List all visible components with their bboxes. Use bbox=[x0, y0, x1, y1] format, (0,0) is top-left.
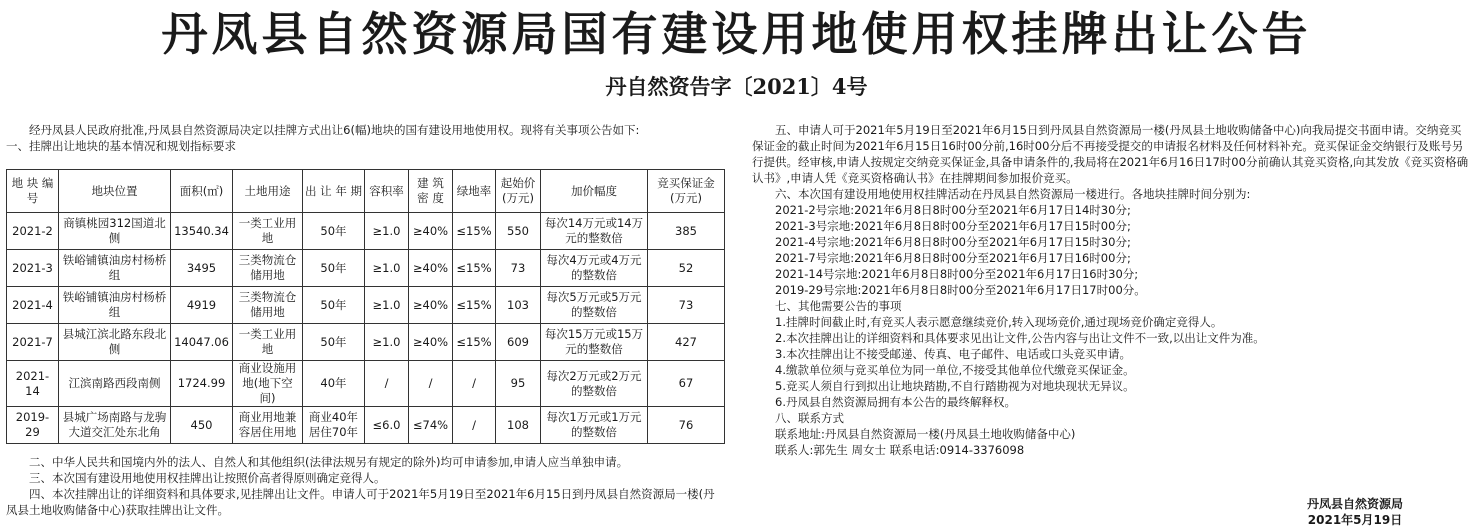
table-row bbox=[7, 250, 725, 287]
cell-density: ≥40% bbox=[409, 250, 453, 287]
header-start-price: 起始价 (万元) bbox=[496, 170, 541, 213]
schedule-item: 2019-29号宗地:2021年6月8日8时00分至2021年6月17日17时00分。 bbox=[775, 283, 1146, 297]
header-deposit: 竞买保证金(万元) bbox=[648, 170, 725, 213]
cell-green: ≤15% bbox=[453, 324, 496, 361]
schedule-item: 2021-7号宗地:2021年6月8日8时00分至2021年6月17日16时00分; bbox=[775, 251, 1131, 265]
cell-green: ≤15% bbox=[453, 213, 496, 250]
cell-start-price: 95 bbox=[496, 361, 541, 407]
header-location: 地块位置 bbox=[59, 170, 171, 213]
plots-table bbox=[6, 169, 725, 444]
cell-far: ≥1.0 bbox=[365, 250, 409, 287]
cell-location: 铁峪铺镇油房村杨桥组 bbox=[59, 250, 171, 287]
cell-location: 商镇桃园312国道北侧 bbox=[59, 213, 171, 250]
cell-deposit: 385 bbox=[648, 213, 725, 250]
header-usage: 土地用途 bbox=[233, 170, 303, 213]
note-item: 6.丹凤县自然资源局拥有本公告的最终解释权。 bbox=[775, 395, 1016, 409]
left-sections bbox=[6, 454, 726, 518]
cell-plot-no: 2021-14 bbox=[7, 361, 59, 407]
cell-term: 50年 bbox=[303, 287, 365, 324]
cell-area: 3495 bbox=[171, 250, 233, 287]
cell-start-price: 108 bbox=[496, 407, 541, 444]
table-row bbox=[7, 407, 725, 444]
cell-density: ≥40% bbox=[409, 213, 453, 250]
cell-start-price: 609 bbox=[496, 324, 541, 361]
cell-density: / bbox=[409, 361, 453, 407]
cell-plot-no: 2021-4 bbox=[7, 287, 59, 324]
cell-usage: 商业设施用地(地下空间) bbox=[233, 361, 303, 407]
cell-usage: 三类物流仓储用地 bbox=[233, 287, 303, 324]
note-item: 2.本次挂牌出让的详细资料和具体要求见出让文件,公告内容与出让文件不一致,以出让文件为准。 bbox=[775, 331, 1265, 345]
cell-deposit: 67 bbox=[648, 361, 725, 407]
cell-usage: 商业用地兼容居住用地 bbox=[233, 407, 303, 444]
right-column bbox=[752, 122, 1470, 458]
cell-deposit: 76 bbox=[648, 407, 725, 444]
section1-title: 一、挂牌出让地块的基本情况和规划指标要求 bbox=[6, 139, 236, 153]
contact-person: 联系人:郭先生 周女士 联系电话:0914-3376098 bbox=[775, 443, 1025, 457]
cell-deposit: 427 bbox=[648, 324, 725, 361]
cell-plot-no: 2021-3 bbox=[7, 250, 59, 287]
note-item: 5.竞买人须自行到拟出让地块踏勘,不自行踏勘视为对地块现状无异议。 bbox=[775, 379, 1135, 393]
left-column bbox=[6, 122, 726, 518]
schedule-item: 2021-14号宗地:2021年6月8日8时00分至2021年6月17日16时30分; bbox=[775, 267, 1139, 281]
cell-increment: 每次14万元或14万元的整数倍 bbox=[541, 213, 648, 250]
cell-increment: 每次15万元或15万元的整数倍 bbox=[541, 324, 648, 361]
cell-increment: 每次2万元或2万元的整数倍 bbox=[541, 361, 648, 407]
cell-far: ≥1.0 bbox=[365, 213, 409, 250]
cell-increment: 每次1万元或1万元的整数倍 bbox=[541, 407, 648, 444]
cell-area: 4919 bbox=[171, 287, 233, 324]
table-row bbox=[7, 213, 725, 250]
table-header-row bbox=[7, 170, 725, 213]
cell-location: 铁峪铺镇油房村杨桥组 bbox=[59, 287, 171, 324]
cell-density: ≤74% bbox=[409, 407, 453, 444]
cell-term: 50年 bbox=[303, 324, 365, 361]
cell-location: 县城江滨北路东段北侧 bbox=[59, 324, 171, 361]
cell-start-price: 103 bbox=[496, 287, 541, 324]
cell-increment: 每次4万元或4万元的整数倍 bbox=[541, 250, 648, 287]
cell-density: ≥40% bbox=[409, 324, 453, 361]
notice-title: 丹凤县自然资源局国有建设用地使用权挂牌出让公告 bbox=[161, 7, 1312, 61]
issuer-name: 丹凤县自然资源局 bbox=[1306, 497, 1403, 511]
cell-area: 14047.06 bbox=[171, 324, 233, 361]
cell-far: / bbox=[365, 361, 409, 407]
cell-term: 50年 bbox=[303, 250, 365, 287]
section4-paragraph: 四、本次挂牌出让的详细资料和具体要求,见挂牌出让文件。申请人可于2021年5月19日至2021年6月15日到丹凤县自然资源局一楼(丹凤县土地收购储备中心)获取挂牌出让文件。 bbox=[6, 487, 715, 517]
cell-green: ≤15% bbox=[453, 250, 496, 287]
table-row bbox=[7, 361, 725, 407]
schedule-item: 2021-3号宗地:2021年6月8日8时00分至2021年6月17日15时00分; bbox=[775, 219, 1131, 233]
cell-start-price: 73 bbox=[496, 250, 541, 287]
cell-density: ≥40% bbox=[409, 287, 453, 324]
cell-usage: 一类工业用地 bbox=[233, 324, 303, 361]
section6-title: 六、本次国有建设用地使用权挂牌活动在丹凤县自然资源局一楼进行。各地块挂牌时间分别为: bbox=[775, 187, 1251, 201]
cell-term: 40年 bbox=[303, 361, 365, 407]
cell-location: 县城广场南路与龙驹大道交汇处东北角 bbox=[59, 407, 171, 444]
table-row bbox=[7, 324, 725, 361]
header-far: 容积率 bbox=[365, 170, 409, 213]
document-number: 丹自然资告字〔2021〕4号 bbox=[605, 74, 868, 99]
cell-far: ≥1.0 bbox=[365, 287, 409, 324]
contact-address: 联系地址:丹凤县自然资源局一楼(丹凤县土地收购储备中心) bbox=[775, 427, 1076, 441]
cell-plot-no: 2021-2 bbox=[7, 213, 59, 250]
cell-usage: 三类物流仓储用地 bbox=[233, 250, 303, 287]
header-increment: 加价幅度 bbox=[541, 170, 648, 213]
cell-plot-no: 2021-7 bbox=[7, 324, 59, 361]
cell-green: ≤15% bbox=[453, 287, 496, 324]
cell-far: ≤6.0 bbox=[365, 407, 409, 444]
cell-deposit: 52 bbox=[648, 250, 725, 287]
cell-far: ≥1.0 bbox=[365, 324, 409, 361]
schedule-item: 2021-2号宗地:2021年6月8日8时00分至2021年6月17日14时30分; bbox=[775, 203, 1131, 217]
intro-paragraph: 经丹凤县人民政府批准,丹凤县自然资源局决定以挂牌方式出让6(幅)地块的国有建设用地使用权。现将有关事项公告如下: bbox=[29, 123, 640, 137]
cell-green: / bbox=[453, 407, 496, 444]
cell-term: 50年 bbox=[303, 213, 365, 250]
note-item: 4.缴款单位须与竞买单位为同一单位,不接受其他单位代缴竞买保证金。 bbox=[775, 363, 1135, 377]
note-item: 3.本次挂牌出让不接受邮递、传真、电子邮件、电话或口头竞买申请。 bbox=[775, 347, 1131, 361]
schedule-item: 2021-4号宗地:2021年6月8日8时00分至2021年6月17日15时30分; bbox=[775, 235, 1131, 249]
header-area: 面积(㎡) bbox=[171, 170, 233, 213]
table-row bbox=[7, 287, 725, 324]
section8-title: 八、联系方式 bbox=[775, 411, 844, 425]
cell-location: 江滨南路西段南侧 bbox=[59, 361, 171, 407]
cell-start-price: 550 bbox=[496, 213, 541, 250]
header-density: 建 筑 密 度 bbox=[409, 170, 453, 213]
cell-area: 13540.34 bbox=[171, 213, 233, 250]
cell-usage: 一类工业用地 bbox=[233, 213, 303, 250]
issue-date: 2021年5月19日 bbox=[1307, 513, 1403, 527]
note-item: 1.挂牌时间截止时,有竞买人表示愿意继续竞价,转入现场竞价,通过现场竞价确定竞得人。 bbox=[775, 315, 1223, 329]
header-green: 绿地率 bbox=[453, 170, 496, 213]
signature-block bbox=[1270, 496, 1440, 528]
section7-title: 七、其他需要公告的事项 bbox=[775, 299, 902, 313]
cell-deposit: 73 bbox=[648, 287, 725, 324]
cell-plot-no: 2019-29 bbox=[7, 407, 59, 444]
section3-paragraph: 三、本次国有建设用地使用权挂牌出让按照价高者得原则确定竞得人。 bbox=[29, 471, 386, 485]
cell-term: 商业40年居住70年 bbox=[303, 407, 365, 444]
header-plot-no: 地 块 编 号 bbox=[7, 170, 59, 213]
header-term: 出 让 年 期 bbox=[303, 170, 365, 213]
cell-green: / bbox=[453, 361, 496, 407]
cell-increment: 每次5万元或5万元的整数倍 bbox=[541, 287, 648, 324]
section5-paragraph: 五、申请人可于2021年5月19日至2021年6月15日到丹凤县自然资源局一楼(丹凤县土地收购储备中心)向我局提交书面申请。交纳竞买保证金的截止时间为2021年6月15日16时00分前,16时00分后不再接受提交的申请报名材料及任何材料补充。竞买保证金交纳银行及账号另行提供。经审核,申请人按规定交纳竞买保证金,具备申请条件的,我局将在2021年6月16日17时00分前确认其竞买资格,向其发放《竞买资格确认书》,申请人凭《竞买资格确认书》在挂牌期间参加报价竞买。 bbox=[752, 123, 1469, 185]
section2-paragraph: 二、中华人民共和国境内外的法人、自然人和其他组织(法律法规另有规定的除外)均可申请参加,申请人应当单独申请。 bbox=[29, 455, 629, 469]
cell-area: 450 bbox=[171, 407, 233, 444]
cell-area: 1724.99 bbox=[171, 361, 233, 407]
